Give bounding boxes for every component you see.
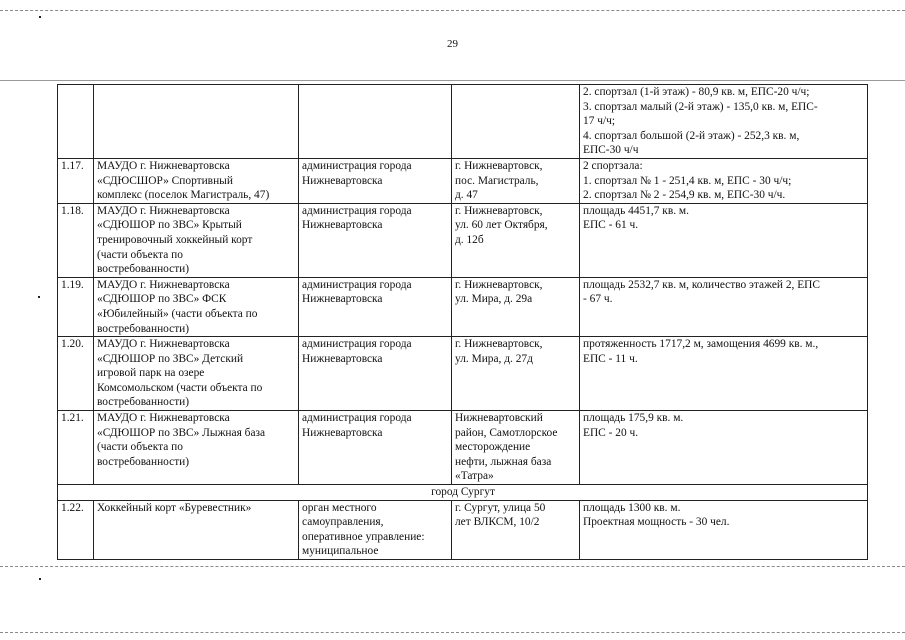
address-cell: Нижневартовский район, Самотлорское месторождение нефти, лыжная база «Татра» [452, 411, 580, 485]
owner-cell: администрация города Нижневартовска [299, 411, 452, 485]
scan-edge-bottom [0, 632, 905, 633]
facility-info-cell: площадь 1300 кв. м. Проектная мощность - 30 чел. [580, 500, 868, 559]
facilities-table [57, 84, 868, 560]
row-number: 1.21. [58, 411, 94, 485]
scan-edge-top [0, 10, 905, 11]
scan-fold-line [0, 566, 905, 567]
table-row [58, 337, 868, 411]
address-cell: г. Нижневартовск, ул. Мира, д. 27д [452, 337, 580, 411]
city-heading: город Сургут [58, 485, 868, 501]
table-row [58, 411, 868, 485]
table-row [58, 158, 868, 203]
facility-info-cell: площадь 4451,7 кв. м. ЕПС - 61 ч. [580, 203, 868, 277]
facility-name-cell: МАУДО г. Нижневартовска «СДЮСШОР» Спортивный комплекс (поселок Магистраль, 47) [94, 158, 299, 203]
row-number: 1.18. [58, 203, 94, 277]
owner-cell: администрация города Нижневартовска [299, 337, 452, 411]
scan-speck [39, 578, 41, 580]
scan-speck [39, 16, 41, 18]
address-cell: г. Нижневартовск, пос. Магистраль, д. 47 [452, 158, 580, 203]
facility-info-cell: 2 спортзала: 1. спортзал № 1 - 251,4 кв. м, ЕПС - 30 ч/ч; 2. спортзал № 2 - 254,9 кв. м, ЕПС-30 ч/ч. [580, 158, 868, 203]
facility-name-cell: МАУДО г. Нижневартовска «СДЮШОР по ЗВС» Детский игровой парк на озере Комсомольском (части объекта по востребованности) [94, 337, 299, 411]
table-row [58, 500, 868, 559]
address-cell: г. Нижневартовск, ул. 60 лет Октября, д. 12б [452, 203, 580, 277]
row-number: 1.19. [58, 277, 94, 336]
owner-cell: администрация города Нижневартовска [299, 203, 452, 277]
table-row-continuation [58, 85, 868, 159]
address-cell: г. Сургут, улица 50 лет ВЛКСМ, 10/2 [452, 500, 580, 559]
facility-name-cell: Хоккейный корт «Буревестник» [94, 500, 299, 559]
facility-info-cell: площадь 175,9 кв. м. ЕПС - 20 ч. [580, 411, 868, 485]
facility-info-cell: площадь 2532,7 кв. м, количество этажей 2, ЕПС - 67 ч. [580, 277, 868, 336]
city-heading-row [58, 485, 868, 501]
row-number: 1.20. [58, 337, 94, 411]
row-number: 1.17. [58, 158, 94, 203]
facility-name-cell: МАУДО г. Нижневартовска «СДЮШОР по ЗВС» ФСК «Юбилейный» (части объекта по востребованности) [94, 277, 299, 336]
facility-info-cell: 2. спортзал (1-й этаж) - 80,9 кв. м, ЕПС-20 ч/ч; 3. спортзал малый (2-й этаж) - 135,0 кв. м, ЕПС- 17 ч/ч; 4. спортзал большой (2-й этаж) - 252,3 кв. м, ЕПС-30 ч/ч [580, 85, 868, 159]
page-number: 29 [447, 38, 458, 50]
address-cell: г. Нижневартовск, ул. Мира, д. 29а [452, 277, 580, 336]
scan-speck [38, 296, 40, 298]
owner-cell: орган местного самоуправления, оперативное управление: муниципальное [299, 500, 452, 559]
facility-info-cell: протяженность 1717,2 м, замощения 4699 кв. м., ЕПС - 11 ч. [580, 337, 868, 411]
owner-cell: администрация города Нижневартовска [299, 277, 452, 336]
table-row [58, 203, 868, 277]
owner-cell: администрация города Нижневартовска [299, 158, 452, 203]
table-row [58, 277, 868, 336]
page-header-rule [0, 80, 905, 81]
facility-name-cell: МАУДО г. Нижневартовска «СДЮШОР по ЗВС» Лыжная база (части объекта по востребованности) [94, 411, 299, 485]
row-number: 1.22. [58, 500, 94, 559]
facility-name-cell: МАУДО г. Нижневартовска «СДЮШОР по ЗВС» Крытый тренировочный хоккейный корт (части объекта по востребованности) [94, 203, 299, 277]
